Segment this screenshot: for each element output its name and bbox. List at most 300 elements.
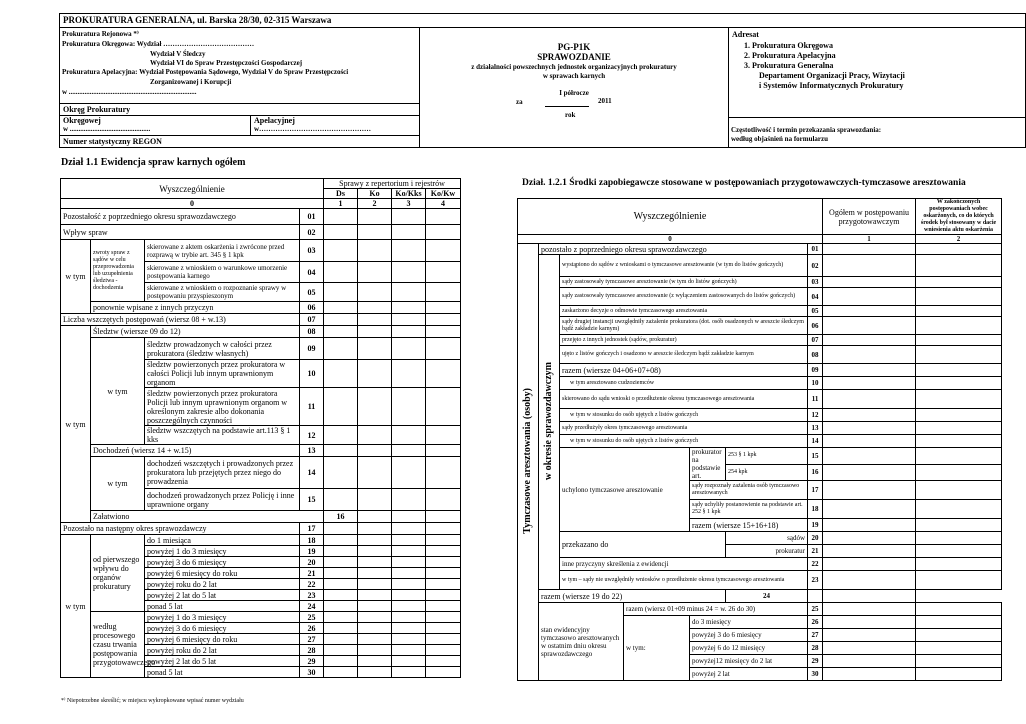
s1-cell[interactable] <box>426 457 461 489</box>
s1-cell[interactable] <box>426 667 461 678</box>
s1-cell[interactable] <box>392 535 426 546</box>
s2-cell[interactable] <box>916 364 1002 377</box>
s1-cell[interactable] <box>358 445 392 457</box>
s1-cell[interactable] <box>358 489 392 511</box>
s1-num-02: 02 <box>300 225 324 240</box>
s1-num-19: 19 <box>300 546 324 557</box>
s2-label-13: sądy przedłużyły okres tymczasowego aresztowania <box>560 422 808 435</box>
regon-divider <box>59 135 419 136</box>
s1-cell[interactable] <box>358 326 392 338</box>
s1-cell[interactable] <box>392 302 426 314</box>
okregowej-value[interactable]: w .............................................. <box>63 125 151 133</box>
apelacyjnej-label: Apelacyjnej <box>254 116 295 125</box>
s1-cell[interactable] <box>426 612 461 623</box>
s1-cell[interactable] <box>392 667 426 678</box>
s1-cell[interactable] <box>392 523 426 535</box>
section1-title: Dział 1.1 Ewidencja spraw karnych ogółem <box>61 157 246 168</box>
s1-num-20: 20 <box>300 557 324 568</box>
s2-cell[interactable] <box>916 532 1002 545</box>
form-desc-2: w sprawach karnych <box>542 72 606 80</box>
s1-cell[interactable] <box>392 634 426 645</box>
s1-cell[interactable] <box>324 262 358 283</box>
s1-row-02 <box>61 225 461 240</box>
s2-num-03: 03 <box>808 277 823 288</box>
section1-table <box>60 178 461 678</box>
s1-cell[interactable] <box>324 225 358 240</box>
s2-cell[interactable] <box>823 500 916 519</box>
s1-num-03: 03 <box>300 240 324 262</box>
s1-cell[interactable] <box>358 623 392 634</box>
s2-cell[interactable] <box>916 519 1002 532</box>
form-za: za <box>516 98 523 106</box>
s2-cell[interactable] <box>916 668 1002 681</box>
s1-cell[interactable] <box>358 338 392 360</box>
s2-prokurator: prokurator na podstawie art. <box>690 448 726 481</box>
s1-cell[interactable] <box>426 489 461 511</box>
s1-cell[interactable] <box>358 302 392 314</box>
s1-cell[interactable] <box>358 645 392 656</box>
s1-cell[interactable] <box>358 209 392 225</box>
s1-cell[interactable] <box>392 240 426 262</box>
s2-cell[interactable] <box>916 422 1002 435</box>
s1-num-07: 07 <box>300 314 324 326</box>
s1-cell[interactable] <box>392 579 426 590</box>
s2-cell[interactable] <box>823 629 916 642</box>
s1-cell[interactable] <box>392 590 426 601</box>
s2-cell[interactable] <box>823 346 916 364</box>
s1-colnum-0: 0 <box>61 199 324 209</box>
s1-label-01: Pozostałość z poprzedniego okresu sprawozdawczego <box>61 209 300 225</box>
s1-num-09: 09 <box>300 338 324 360</box>
s2-cell[interactable] <box>823 409 916 422</box>
s1-cell[interactable] <box>426 623 461 634</box>
s1-cell[interactable] <box>324 302 358 314</box>
s2-cell[interactable] <box>823 390 916 409</box>
s1-head-main: Wyszczególnienie <box>61 179 324 199</box>
s1-cell[interactable] <box>324 568 358 579</box>
s1-cell[interactable] <box>392 338 426 360</box>
s2-cell[interactable] <box>916 244 1002 255</box>
s2-cell[interactable] <box>916 255 1002 277</box>
s1-cell[interactable] <box>426 360 461 388</box>
s1-num-30: 30 <box>300 667 324 678</box>
okreg-divider-mid <box>59 115 419 116</box>
s2-cell[interactable] <box>916 642 1002 655</box>
s1-num-04: 04 <box>300 262 324 283</box>
s2-label-14: w tym w stosunku do osób ujętych z listów gończych <box>560 435 808 448</box>
s1-cell[interactable] <box>426 568 461 579</box>
s2-cell[interactable] <box>823 255 916 277</box>
s2-cell[interactable] <box>823 464 916 481</box>
s2-cell[interactable] <box>916 500 1002 519</box>
s1-cell[interactable] <box>358 601 392 612</box>
s2-cell[interactable] <box>916 464 1002 481</box>
s1-row-16 <box>61 511 461 523</box>
s1-grp1: od pierwszego wpływu do organów prokuratury <box>91 535 145 612</box>
s2-head-col2: W zakończonych postępowaniach wobec oskarżonych, co do których środek był stosowany w dacie wniesienia aktu oskarżenia <box>916 199 1002 235</box>
s1-cell[interactable] <box>324 535 358 546</box>
s1-cell[interactable] <box>358 656 392 667</box>
s1-cell[interactable] <box>392 489 426 511</box>
s1-wtym-b: w tym <box>61 326 91 523</box>
s1-cell[interactable] <box>392 546 426 557</box>
s1-cell[interactable] <box>324 523 358 535</box>
s2-row-13 <box>518 422 1002 435</box>
s1-cell[interactable] <box>324 338 358 360</box>
s1-num-08: 08 <box>300 326 324 338</box>
frequency-2: według objaśnień na formularzu <box>731 135 829 143</box>
adresat-3: 3. Prokuratura Generalna <box>744 61 834 70</box>
regon-label: Numer statystyczny REGON <box>63 137 162 146</box>
s2-stan: stan ewidencyjny tymczasowo aresztowanych w ostatnim dniu okresu sprawozdawczego <box>539 603 624 681</box>
s1-label-11: śledztw powierzonych przez prokuratora Policji lub innym uprawnionym organom w określonym zakresie albo dokonania poszczególnych czynności <box>145 388 300 426</box>
frequency-divider <box>728 117 1026 118</box>
s1-cell[interactable] <box>358 568 392 579</box>
s2-cell[interactable] <box>823 519 916 532</box>
s2-cell[interactable] <box>916 545 1002 558</box>
s1-cell[interactable] <box>324 601 358 612</box>
s1-cell[interactable] <box>358 523 392 535</box>
s1-label-14: dochodzeń wszczętych i prowadzonych przez prokuratora lub przejętych przez niego do prowadzenia <box>145 457 300 489</box>
s2-cell[interactable] <box>916 277 1002 288</box>
s2-num-11: 11 <box>808 390 823 409</box>
s1-cell[interactable] <box>426 579 461 590</box>
s1-cell[interactable] <box>426 557 461 568</box>
s1-grp2: według procesowego czasu trwania postępowania przygotowawczego <box>91 612 145 678</box>
s1-cell[interactable] <box>426 262 461 283</box>
s2-row-02 <box>518 255 1002 277</box>
s1-num-14: 14 <box>300 457 324 489</box>
s2-num-02: 02 <box>808 255 823 277</box>
s2-label-09: razem (wiersze 04+06+07+08) <box>560 364 808 377</box>
s2-label-16: 254 kpk <box>726 464 808 481</box>
s1-cell[interactable] <box>324 457 358 489</box>
s2-cell[interactable] <box>916 558 1002 571</box>
s2-cell[interactable] <box>916 335 1002 346</box>
s1-cell[interactable] <box>392 388 426 426</box>
s1-cell[interactable] <box>426 511 461 523</box>
s1-cell[interactable] <box>324 426 358 445</box>
s1-cell[interactable] <box>392 645 426 656</box>
s2-cell[interactable] <box>823 277 916 288</box>
s2-num-28: 28 <box>808 642 823 655</box>
s2-cell[interactable] <box>823 364 916 377</box>
s2-cell[interactable] <box>916 306 1002 317</box>
section2-table <box>517 198 1002 681</box>
s1-cell[interactable] <box>392 557 426 568</box>
s1-cell[interactable] <box>392 601 426 612</box>
s2-cell[interactable] <box>823 244 916 255</box>
s1-cell[interactable] <box>358 262 392 283</box>
s1-col-ds: Ds <box>324 189 358 199</box>
s2-cell[interactable] <box>916 317 1002 335</box>
s1-cell[interactable] <box>324 579 358 590</box>
s1-cell[interactable] <box>358 579 392 590</box>
header-title-divider <box>59 27 1026 28</box>
s1-cell[interactable] <box>392 225 426 240</box>
s1-cell[interactable] <box>426 388 461 426</box>
s1-cell[interactable] <box>426 302 461 314</box>
header-title: PROKURATURA GENERALNA, ul. Barska 28/30, 02-315 Warszawa <box>63 15 332 25</box>
s2-row-07 <box>518 335 1002 346</box>
s1-cell[interactable] <box>324 360 358 388</box>
s2-row-12 <box>518 409 1002 422</box>
s1-label-24: ponad 5 lat <box>145 601 300 612</box>
s1-cell[interactable] <box>324 612 358 623</box>
s2-cell[interactable] <box>808 590 823 603</box>
s1-cell[interactable] <box>324 445 358 457</box>
s2-cell[interactable] <box>823 377 916 390</box>
s2-num-07: 07 <box>808 335 823 346</box>
s2-cell[interactable] <box>823 435 916 448</box>
s2-label-04: sądy zastosowały tymczasowe aresztowanie (z wyłączeniem zastosowanych do listów gończych) <box>560 288 808 306</box>
adresat-5: i Systemów Informatycznych Prokuratury <box>759 81 904 90</box>
s1-label-13: Dochodzeń (wiersz 14 + w.15) <box>91 445 300 457</box>
s1-cell[interactable] <box>426 645 461 656</box>
s1-label-27: powyżej 6 miesięcy do roku <box>145 634 300 645</box>
s2-cell[interactable] <box>823 590 916 603</box>
s2-num-08: 08 <box>808 346 823 364</box>
s1-cell[interactable] <box>358 634 392 645</box>
okreg-label: Okręg Prokuratury <box>63 105 131 114</box>
section1-footnote: *⁾ Niepotrzebne skreślić; w miejscu wykropkowane wpisać numer wydziału <box>61 698 244 704</box>
s2-cell[interactable] <box>916 616 1002 629</box>
s2-label-21: prokuratur <box>726 545 808 558</box>
s2-cell[interactable] <box>823 603 916 616</box>
s2-num-17: 17 <box>808 481 823 500</box>
s2-label-18: sądy uchyliły postanowienie na podstawie art. 252 § 1 kpk <box>690 500 808 519</box>
s1-cell[interactable] <box>324 557 358 568</box>
s1-num-27: 27 <box>300 634 324 645</box>
s1-cell[interactable] <box>392 283 426 302</box>
s1-cell[interactable] <box>358 511 392 523</box>
s1-cell[interactable] <box>324 240 358 262</box>
s1-cell[interactable] <box>324 667 358 678</box>
s1-cell[interactable] <box>392 568 426 579</box>
s1-label-25: powyżej 1 do 3 miesięcy <box>145 612 300 623</box>
s1-cell[interactable] <box>392 445 426 457</box>
s1-cell[interactable] <box>426 523 461 535</box>
s2-cell[interactable] <box>823 571 916 590</box>
s1-cell[interactable] <box>358 667 392 678</box>
s2-row-15 <box>518 448 1002 465</box>
s1-cell[interactable] <box>426 445 461 457</box>
s2-cell[interactable] <box>916 603 1002 616</box>
s1-cell[interactable] <box>324 623 358 634</box>
s1-cell[interactable] <box>426 601 461 612</box>
s2-cell[interactable] <box>916 377 1002 390</box>
s1-cell[interactable] <box>392 360 426 388</box>
s1-cell[interactable] <box>392 511 426 523</box>
s2-label-29: powyżej12 miesięcy do 2 lat <box>690 655 808 668</box>
s1-cell[interactable] <box>324 634 358 645</box>
s2-num-25: 25 <box>808 603 823 616</box>
s1-cell[interactable] <box>324 388 358 426</box>
s1-label-28: powyżej roku do 2 lat <box>145 645 300 656</box>
s2-colnum-2: 2 <box>916 235 1002 244</box>
section2-title: Dział. 1.2.1 Środki zapobiegawcze stosowane w postępowaniach przygotowawczych-tymczasowe aresztowania <box>522 178 966 188</box>
s2-cell[interactable] <box>916 655 1002 668</box>
s1-cell[interactable] <box>426 225 461 240</box>
s2-num-13: 13 <box>808 422 823 435</box>
s1-cell[interactable] <box>426 634 461 645</box>
s2-cell[interactable] <box>916 571 1002 590</box>
apelacyjnej-value[interactable]: w………………………………………… <box>254 125 372 133</box>
s1-cell[interactable] <box>324 283 358 302</box>
s1-num-22: 22 <box>300 579 324 590</box>
s1-label-15: dochodzeń prowadzonych przez Policję i inne uprawnione organy <box>145 489 300 511</box>
s1-head-group: Sprawy z repertorium i rejestrów <box>324 179 461 189</box>
s1-cell[interactable] <box>324 656 358 667</box>
s2-cell[interactable] <box>823 545 916 558</box>
s1-col-kokks: Ko/Kks <box>392 189 426 199</box>
s2-cell[interactable] <box>823 616 916 629</box>
s2-vlabel2-cell <box>539 255 560 590</box>
form-rok: rok <box>565 111 576 119</box>
s1-cell[interactable] <box>358 314 392 326</box>
s2-cell[interactable] <box>916 346 1002 364</box>
s1-num-28: 28 <box>300 645 324 656</box>
s1-cell[interactable] <box>426 338 461 360</box>
s1-cell[interactable] <box>324 209 358 225</box>
s1-cell[interactable] <box>358 590 392 601</box>
s2-num-21: 21 <box>808 545 823 558</box>
s1-wtym-d: w tym <box>91 457 145 511</box>
s2-num-24: 24 <box>726 590 808 603</box>
s2-label-30: powyżej 2 lat <box>690 668 808 681</box>
s1-cell[interactable] <box>392 314 426 326</box>
s2-num-30: 30 <box>808 668 823 681</box>
s1-cell[interactable] <box>358 240 392 262</box>
s2-cell[interactable] <box>823 481 916 500</box>
header-left-line-3: Wydział VI do Spraw Przestępczości Gospodarczej <box>150 59 303 67</box>
frequency-1: Częstotliwość i termin przekazania sprawozdania: <box>731 126 882 134</box>
s1-cell[interactable] <box>426 535 461 546</box>
s1-cell[interactable] <box>426 590 461 601</box>
s2-cell[interactable] <box>823 288 916 306</box>
s1-row-08 <box>61 326 461 338</box>
s2-cell[interactable] <box>823 317 916 335</box>
s2-num-26: 26 <box>808 616 823 629</box>
s1-cell[interactable] <box>392 623 426 634</box>
s1-cell[interactable] <box>392 262 426 283</box>
s1-num-13: 13 <box>300 445 324 457</box>
s1-cell[interactable] <box>324 489 358 511</box>
s1-row-03 <box>61 240 461 262</box>
s1-label-17: Pozostało na następny okres sprawozdawczy <box>61 523 300 535</box>
form-code: PG-P1K <box>557 42 591 52</box>
s1-colnum-3: 3 <box>392 199 426 209</box>
s1-row-14 <box>61 457 461 489</box>
s1-cell[interactable] <box>426 326 461 338</box>
s1-cell[interactable] <box>324 546 358 557</box>
header-left-line-1: Prokuratura Okręgowa: Wydział ………………………………… <box>62 40 255 48</box>
s1-cell[interactable] <box>358 283 392 302</box>
s2-uchylono: uchylono tymczasowe aresztowanie <box>560 448 690 532</box>
s2-label-08: ujęto z listów gończych i osadzono w areszcie śledczym bądź zakładzie karnym <box>560 346 808 364</box>
s2-cell[interactable] <box>823 642 916 655</box>
s1-cell[interactable] <box>324 590 358 601</box>
s2-cell[interactable] <box>916 629 1002 642</box>
s2-label-02: wystąpiono do sądów z wnioskami o tymczasowe aresztowanie (w tym do listów gończych) <box>560 255 808 277</box>
form-year: 2011 <box>598 97 612 105</box>
s1-cell[interactable] <box>324 326 358 338</box>
okreg-col-divider <box>250 115 251 135</box>
s1-num-21: 21 <box>300 568 324 579</box>
s2-cell[interactable] <box>823 668 916 681</box>
s1-cell[interactable] <box>426 283 461 302</box>
s1-cell[interactable] <box>426 314 461 326</box>
s2-cell[interactable] <box>823 558 916 571</box>
s1-row-07 <box>61 314 461 326</box>
s1-cell[interactable] <box>358 457 392 489</box>
s1-num-26: 26 <box>300 623 324 634</box>
s1-label-19: powyżej 1 do 3 miesięcy <box>145 546 300 557</box>
s1-cell[interactable] <box>426 546 461 557</box>
s2-cell[interactable] <box>823 422 916 435</box>
s2-cell[interactable] <box>916 448 1002 465</box>
s2-label-10: w tym aresztowano cudzoziemców <box>560 377 808 390</box>
s2-cell[interactable] <box>916 288 1002 306</box>
s2-cell[interactable] <box>823 448 916 465</box>
s2-cell[interactable] <box>916 435 1002 448</box>
s1-cell[interactable] <box>358 557 392 568</box>
s1-cell[interactable] <box>358 225 392 240</box>
s1-cell[interactable] <box>426 240 461 262</box>
s1-cell[interactable] <box>426 656 461 667</box>
s1-cell[interactable] <box>358 546 392 557</box>
s1-cell[interactable] <box>392 426 426 445</box>
s2-cell[interactable] <box>823 532 916 545</box>
s1-cell[interactable] <box>426 426 461 445</box>
s2-cell[interactable] <box>916 481 1002 500</box>
s1-cell[interactable] <box>358 535 392 546</box>
s2-colnum-1: 1 <box>823 235 916 244</box>
form-name: SPRAWOZDANIE <box>537 52 611 62</box>
s1-cell[interactable] <box>426 209 461 225</box>
s1-cell[interactable] <box>392 612 426 623</box>
s2-label-22: inne przyczyny skreślenia z ewidencji <box>560 558 808 571</box>
s1-num-15: 15 <box>300 489 324 511</box>
s1-num-29: 29 <box>300 656 324 667</box>
s1-cell[interactable] <box>358 426 392 445</box>
adresat-1: 1. Prokuratura Okręgowa <box>744 41 833 50</box>
s1-cell[interactable] <box>324 314 358 326</box>
s2-cell[interactable] <box>916 390 1002 409</box>
s2-row-23 <box>518 571 1002 590</box>
s1-cell[interactable] <box>392 457 426 489</box>
s1-cell[interactable] <box>392 326 426 338</box>
s1-cell[interactable] <box>392 656 426 667</box>
s2-num-23: 23 <box>808 571 823 590</box>
s1-cell[interactable] <box>358 612 392 623</box>
s2-przekazano: przekazano do <box>560 532 726 558</box>
s2-vlabel1-cell <box>518 244 539 681</box>
adresat-2: 2. Prokuratura Apelacyjna <box>744 51 836 60</box>
s2-num-20: 20 <box>808 532 823 545</box>
s1-cell[interactable] <box>324 645 358 656</box>
s1-cell[interactable] <box>358 360 392 388</box>
s1-cell[interactable] <box>392 209 426 225</box>
s2-cell[interactable] <box>823 306 916 317</box>
s2-cell[interactable] <box>916 409 1002 422</box>
s1-cell[interactable] <box>358 388 392 426</box>
s2-row-08 <box>518 346 1002 364</box>
form-desc-1: z działalności powszechnych jednostek organizacyjnych prokuratury <box>471 63 677 71</box>
s2-cell[interactable] <box>823 335 916 346</box>
s1-wtym-c: w tym <box>91 338 145 445</box>
s2-cell[interactable] <box>823 655 916 668</box>
